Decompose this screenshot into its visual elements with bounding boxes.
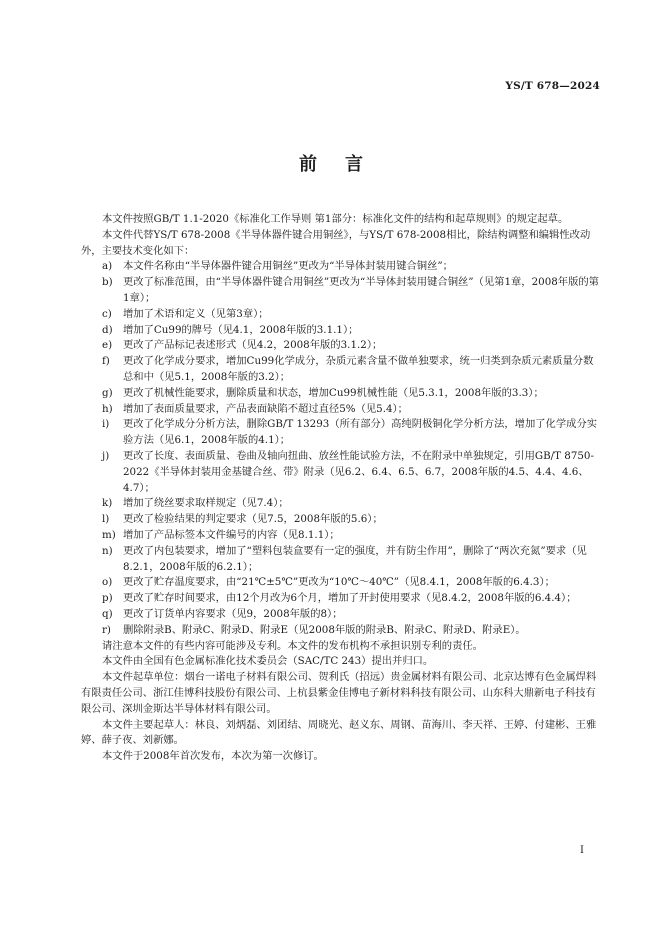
list-item	[81, 338, 602, 354]
list-item-mark: c)	[102, 307, 112, 320]
list-item-text: 更改了产品标记表述形式（见4.2，2008年版的3.1.2）；	[123, 339, 383, 352]
list-item-text: 更改了长度、表面质量、卷曲及轴向扭曲、放丝性能试验方法，不在附录中单独规定，引用GB/T 8750-2022《半导体封装用金基键合丝、带》附录（见6.2、6.4、6.5、6.7，2008年版的4.5、4.4、4.6、4.7）；	[123, 449, 594, 494]
list-item-mark: e)	[102, 339, 113, 352]
list-item	[81, 386, 602, 402]
list-item-mark: f)	[102, 355, 110, 368]
list-item	[81, 402, 602, 418]
page-title: 前言	[299, 154, 391, 175]
list-item	[81, 575, 602, 591]
list-item-mark: n)	[102, 544, 113, 557]
list-item-mark: d)	[102, 323, 113, 336]
list-item-mark: o)	[102, 576, 113, 589]
list-item	[81, 323, 602, 339]
list-item-text: 更改了检验结果的判定要求（见7.5，2008年版的5.6）；	[123, 513, 383, 526]
paragraph: 请注意本文件的有些内容可能涉及专利。本文件的发布机构不承担识别专利的责任。	[102, 639, 483, 652]
list-item	[81, 307, 602, 323]
paragraph: 本文件主要起草人：林良、刘炳磊、刘团结、周晓光、赵义东、周钢、苗海川、李天祥、王婷、付建彬、王雅婷、薛子夜、刘新娜。	[81, 718, 597, 747]
list-item-mark: k)	[102, 497, 113, 510]
page-number: I	[580, 845, 584, 856]
list-item	[81, 449, 602, 496]
paragraph: 本文件于2008年首次发布，本次为第一次修订。	[102, 750, 324, 763]
list-item-text: 增加了Cu99的牌号（见4.1，2008年版的3.1.1）；	[123, 323, 359, 336]
list-item	[81, 607, 602, 623]
paragraph: 本文件按照GB/T 1.1-2020《标准化工作导则 第1部分：标准化文件的结构和起草规则》的规定起草。	[102, 213, 569, 225]
list-item	[81, 417, 602, 449]
changes-list	[81, 259, 602, 638]
list-item	[81, 496, 602, 512]
list-item-mark: b)	[102, 276, 113, 289]
list-item-mark: i)	[102, 418, 110, 431]
list-item	[81, 623, 602, 639]
list-item-mark: m)	[102, 528, 116, 541]
list-item	[81, 528, 602, 544]
list-item-text: 更改了订货单内容要求（见9，2008年版的8）；	[123, 607, 343, 620]
list-item	[81, 591, 602, 607]
list-item-mark: r)	[102, 623, 111, 636]
list-item-text: 更改了贮存温度要求，由“21℃±5℃”更改为“10℃～40℃”（见8.4.1，2008年版的6.4.3）；	[123, 576, 555, 589]
list-item-text: 增加了术语和定义（见第3章）；	[123, 307, 269, 320]
list-item-text: 更改了化学成分要求，增加Cu99化学成分，杂质元素含量不做单独要求，统一归类到杂质元素质量分数总和中（见5.1，2008年版的3.2）；	[123, 355, 594, 383]
list-item-mark: l)	[102, 513, 110, 526]
list-item	[81, 275, 602, 307]
list-item-mark: q)	[102, 607, 113, 620]
list-item-text: 更改了机械性能要求，删除质量和状态，增加Cu99机械性能（见5.3.1，2008年版的3.3）；	[123, 386, 544, 399]
list-item-text: 删除附录B、附录C、附录D、附录E（见2008年版的附录B、附录C、附录D、附录E）。	[123, 623, 526, 636]
list-item-mark: a)	[102, 260, 113, 273]
list-item-text: 更改了内包装要求，增加了“塑料包装盒要有一定的强度，并有防尘作用”，删除了“两次充氮”要求（见8.2.1，2008年版的6.2.1）；	[123, 544, 587, 573]
paragraph: 本文件起草单位：烟台一诺电子材料有限公司、贺利氏（招远）贵金属材料有限公司、北京达博有色金属焊料有限责任公司、浙江佳博科技股份有限公司、上杭县紫金佳博电子新材料科技有限公司、山东科大鼎新电子科技有限公司、深圳金斯达半导体材料有限公司。	[81, 671, 597, 715]
standard-code: YS/T 678—2024	[505, 80, 600, 92]
list-item-text: 更改了贮存时间要求，由12个月改为6个月，增加了开封使用要求（见8.4.2，2008年版的6.4.4）；	[123, 592, 577, 605]
document-body	[81, 212, 602, 765]
list-item-mark: p)	[102, 592, 113, 605]
paragraph: 本文件由全国有色金属标准化技术委员会（SAC/TC 243）提出并归口。	[102, 655, 434, 668]
list-item	[81, 544, 602, 576]
list-item-text: 增加了产品标签本文件编号的内容（见8.1.1）；	[123, 528, 340, 541]
list-item	[81, 354, 602, 386]
list-item-text: 增加了表面质量要求，产品表面缺陷不超过直径5%（见5.4）；	[123, 402, 408, 415]
list-item-mark: g)	[102, 386, 113, 399]
list-item	[81, 259, 602, 275]
list-item-text: 更改了标准范围，由“半导体器件键合用铜丝”更改为“半导体封装用键合铜丝”（见第1章，2008年版的第1章）；	[123, 276, 599, 304]
list-item-text: 增加了绕丝要求取样规定（见7.4）；	[123, 497, 289, 510]
list-item-text: 本文件名称由“半导体器件键合用铜丝”更改为“半导体封装用键合铜丝”；	[123, 260, 453, 273]
list-item-mark: h)	[102, 402, 113, 415]
list-item	[81, 512, 602, 528]
paragraph: 本文件代替YS/T 678-2008《半导体器件键合用铜丝》，与YS/T 678-2008相比，除结构调整和编辑性改动外，主要技术变化如下：	[81, 228, 591, 257]
list-item-text: 更改了化学成分分析方法，删除GB/T 13293（所有部分）高纯阴极铜化学分析方法，增加了化学成分实验方法（见6.1，2008年版的4.1）；	[123, 418, 598, 447]
list-item-mark: j)	[102, 449, 110, 462]
